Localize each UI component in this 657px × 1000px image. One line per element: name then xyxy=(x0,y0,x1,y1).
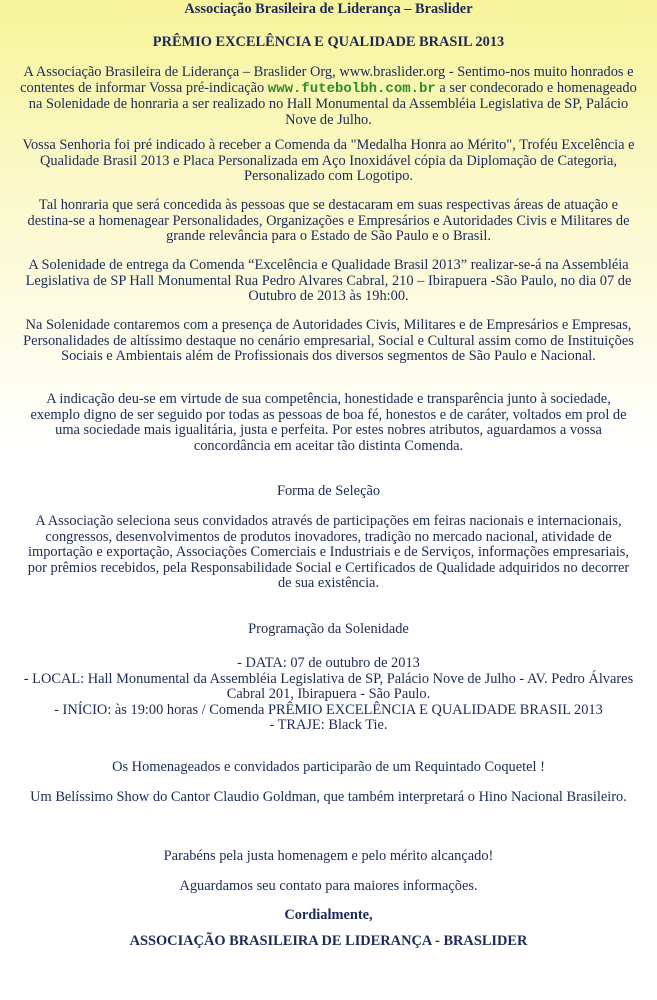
ceremony-paragraph: A Solenidade de entrega da Comenda “Excelência e Qualidade Brasil 2013” realizar-se-á na Assembléia Legislativa de SP Hall Monumental Rua Pedro Alvares Cabral, 210 – Ibirapuera -São Paulo, no dia 07 de Outubro de 2013 às 19h:00. xyxy=(25,257,632,305)
congratulations-line: Parabéns pela justa homenagem e pelo mérito alcançado! xyxy=(163,848,494,864)
honor-paragraph: Tal honraria que será concedida às pessoas que se destacaram em suas respectivas áreas de atuação e destina-se a homenagear Personalidades, Organizações e Empresários e Autoridades Civis e Militares de grande relevância para o Estado de São Paulo e o Brasil. xyxy=(27,197,630,245)
program-date: - DATA: 07 de outubro de 2013 xyxy=(237,655,420,671)
intro-paragraph xyxy=(20,65,637,128)
program-location: - LOCAL: Hall Monumental da Assembléia Legislativa de SP, Palácio Nove de Julho - AV. Pedro Álvares Cabral 201, Ibirapuera - São Paulo. xyxy=(23,670,634,703)
cocktail-note: Os Homenageados e convidados participarão de um Requintado Coquetel ! xyxy=(112,759,545,775)
selection-paragraph: A Associação seleciona seus convidados através de participações em feiras nacionais e internacionais, congressos, desenvolvimentos de produtos inovadores, tradição no mercado nacional, atividade de importação e exportação, Associações Comerciais e Industriais e de Serviços, informações empresariais, por prêmios recebidos, pela Responsabilidade Social e Certificados de Qualidade adquiridos no decorrer de sua existência. xyxy=(27,513,630,592)
program-dress-code: - TRAJE: Black Tie. xyxy=(269,717,388,734)
program-details xyxy=(10,656,647,734)
contact-line: Aguardamos seu contato para maiores informações. xyxy=(179,878,478,894)
intro-text-start: A Associação Brasileira de Liderança – Braslider Org, www.braslider.org - Sentimo-nos muito honrados e contentes de informar Vossa pré-indicação xyxy=(20,64,634,96)
program-heading: Programação da Solenidade xyxy=(248,621,409,637)
award-title: PRÊMIO EXCELÊNCIA E QUALIDADE BRASIL 2013 xyxy=(152,34,505,50)
nomination-paragraph: Vossa Senhoria foi pré indicado à receber a Comenda da "Medalha Honra ao Mérito", Troféu Excelência e Qualidade Brasil 2013 e Placa Personalizada em Aço Inoxidável cópia da Diplomação de Categoria, Personalizado com Logotipo. xyxy=(22,137,635,185)
show-note: Um Belíssimo Show do Cantor Claudio Goldman, que também interpretará o Hino Nacional Brasileiro. xyxy=(30,789,627,805)
intro-text-end: a ser condecorado e homenageado na Solenidade de honraria a ser realizado no Hall Monumental da Assembléia Legislativa de SP, Palácio Nove de Julho. xyxy=(28,79,637,128)
signature: ASSOCIAÇÃO BRASILEIRA DE LIDERANÇA - BRASLIDER xyxy=(129,933,528,949)
program-start: - INÍCIO: às 19:00 horas / Comenda PRÊMIO EXCELÊNCIA E QUALIDADE BRASIL 2013 xyxy=(54,701,603,718)
merit-paragraph: A indicação deu-se em virtude de sua competência, honestidade e transparência junto à sociedade, exemplo digno de ser seguido por todas as pessoas de boa fé, honestos e de caráter, voltados em prol de uma sociedade mais igualitária, justa e perfeita. Por estes nobres atributos, aguardamos a vossa concordância em aceitar tão distinta Comenda. xyxy=(30,391,627,454)
regards-line: Cordialmente, xyxy=(284,907,373,923)
attendance-paragraph: Na Solenidade contaremos com a presença de Autoridades Civis, Militares e de Empresários e Empresas, Personalidades de altíssimo destaque no cenário empresarial, Social e Cultural assim como de Instituições Sociais e Ambientais além de Profissionais dos diversos segmentos de São Paulo e Nacional. xyxy=(23,317,634,365)
selection-heading: Forma de Seleção xyxy=(276,483,381,499)
organization-title: Associação Brasileira de Liderança – Braslider xyxy=(184,1,473,17)
indicated-website-link[interactable]: www.futebolbh.com.br xyxy=(267,80,436,97)
